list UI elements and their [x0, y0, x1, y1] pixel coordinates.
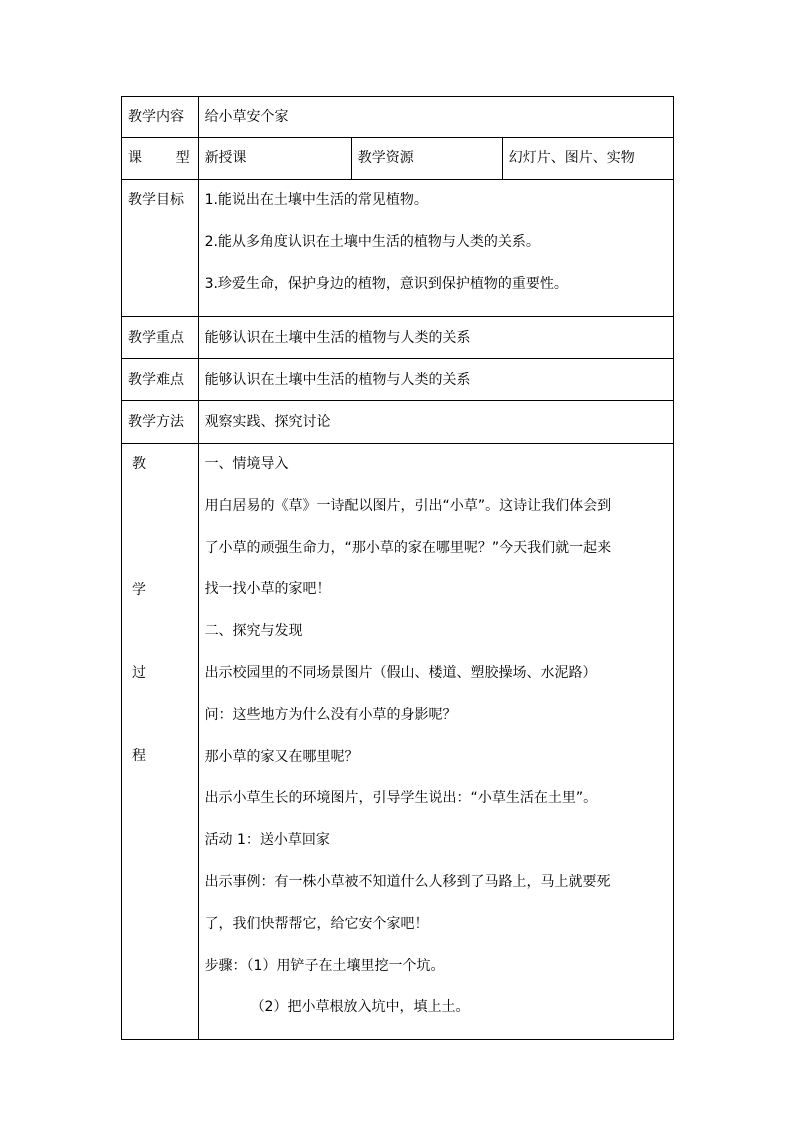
process-line: 出示校园里的不同场景图片（假山、楼道、塑胶操场、水泥路） — [204, 664, 597, 681]
process-line: 用白居易的《草》一诗配以图片，引出“小草”。这诗让我们体会到 — [204, 497, 612, 514]
process-line: 出示小草生长的环境图片，引导学生说出：“小草生活在土里”。 — [204, 790, 598, 807]
value-lesson-type: 新授课 — [198, 138, 351, 180]
value-teaching-process — [198, 444, 673, 1040]
label-difficulty: 教学难点 — [122, 359, 199, 401]
process-line: 问：这些地方为什么没有小草的身影呢？ — [204, 706, 457, 723]
row-teaching-process — [122, 444, 674, 1040]
goal-item: 1.能说出在土壤中生活的常见植物。 — [204, 192, 428, 208]
row-lesson-type — [122, 138, 674, 180]
process-line: 了小草的顽强生命力，“那小草的家在哪里呢？”今天我们就一起来 — [204, 539, 612, 556]
process-line: 了，我们快帮帮它，给它安个家吧！ — [204, 915, 429, 932]
process-line: 步骤：（1）用铲子在土壤里挖一个坑。 — [204, 957, 445, 974]
process-line: 找一找小草的家吧！ — [204, 581, 331, 598]
label-lesson-type — [122, 138, 199, 180]
process-label-char: 程 — [132, 748, 146, 764]
lesson-plan-table — [121, 96, 674, 1040]
value-teaching-method: 观察实践、探究讨论 — [198, 401, 673, 444]
label-key-point: 教学重点 — [122, 317, 199, 359]
row-teaching-content — [122, 97, 674, 138]
process-line: 二、探究与发现 — [204, 623, 303, 640]
label-teaching-resources: 教学资源 — [351, 138, 502, 180]
row-teaching-method — [122, 401, 674, 444]
label-teaching-method: 教学方法 — [122, 401, 199, 444]
value-teaching-goals — [198, 180, 673, 317]
goal-item: 3.珍爱生命，保护身边的植物，意识到保护植物的重要性。 — [204, 276, 568, 292]
value-difficulty: 能够认识在土壤中生活的植物与人类的关系 — [198, 359, 673, 401]
goal-item: 2.能从多角度认识在土壤中生活的植物与人类的关系。 — [204, 234, 540, 250]
row-teaching-goals — [122, 180, 674, 317]
value-teaching-resources: 幻灯片、图片、实物 — [502, 138, 673, 180]
label-teaching-goals: 教学目标 — [122, 180, 199, 317]
process-line: 那小草的家又在哪里呢？ — [204, 748, 359, 765]
label-teaching-process — [122, 444, 199, 1040]
process-line: 活动 1：送小草回家 — [204, 832, 330, 849]
value-key-point: 能够认识在土壤中生活的植物与人类的关系 — [198, 317, 673, 359]
label-teaching-content: 教学内容 — [122, 97, 199, 138]
process-line: 一、情境导入 — [204, 456, 289, 472]
process-label-char: 学 — [132, 582, 146, 598]
row-key-point — [122, 317, 674, 359]
row-difficulty — [122, 359, 674, 401]
process-label-char: 过 — [132, 665, 146, 681]
label-lesson-type-char-1: 课 — [128, 150, 142, 166]
process-line: 出示事例：有一株小草被不知道什么人移到了马路上，马上就要死 — [204, 873, 611, 890]
label-lesson-type-char-2: 型 — [175, 150, 190, 166]
process-label-char: 教 — [132, 456, 146, 472]
process-line: （2）把小草根放入坑中，填上土。 — [250, 999, 470, 1016]
value-teaching-content: 给小草安个家 — [198, 97, 673, 138]
